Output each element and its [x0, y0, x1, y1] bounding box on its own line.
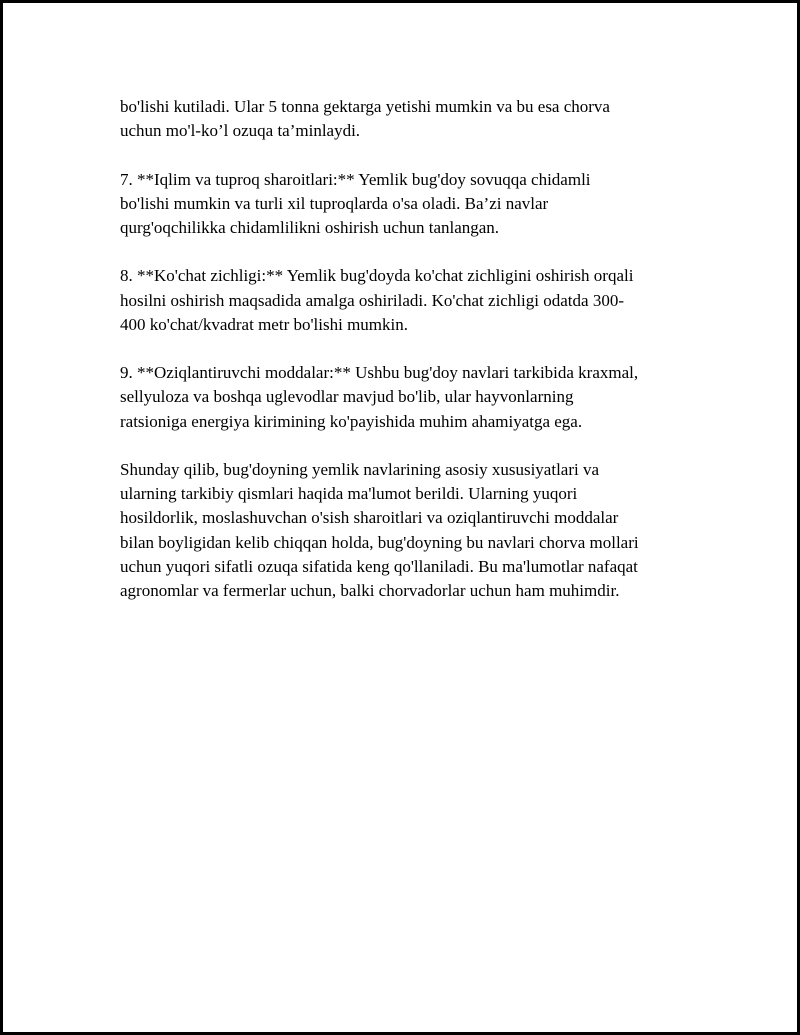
paragraph-nutrients: [120, 361, 686, 434]
text-line: 9. **Oziqlantiruvchi moddalar:** Ushbu bug'doy navlari tarkibida kraxmal,: [120, 363, 639, 383]
text-line: sellyuloza va boshqa uglevodlar mavjud bo'lib, ular hayvonlarning: [120, 387, 574, 407]
text-line: bo'lishi mumkin va turli xil tuproqlarda o'sa oladi. Ba’zi navlar: [120, 193, 549, 213]
text-line: agronomlar va fermerlar uchun, balki chorvadorlar uchun ham muhimdir.: [120, 581, 620, 600]
paragraph-conclusion: [120, 458, 686, 603]
text-line: hosilni oshirish maqsadida amalga oshiriladi. Ko'chat zichligi odatda 300-: [120, 290, 624, 310]
text-line: 400 ko'chat/kvadrat metr bo'lishi mumkin.: [120, 314, 408, 334]
text-line: Shunday qilib, bug'doyning yemlik navlarining asosiy xususiyatlari va: [120, 459, 600, 479]
paragraph-continuation: [120, 95, 686, 143]
text-line: qurg'oqchilikka chidamlilikni oshirish uchun tanlangan.: [120, 218, 500, 237]
text-line: ratsioniga energiya kirimining ko'payishida muhim ahamiyatga ega.: [120, 411, 583, 431]
document-body: [120, 95, 686, 627]
text-line: 7. **Iqlim va tuproq sharoitlari:** Yemlik bug'doy sovuqqa chidamli: [120, 169, 591, 189]
text-line: uchun yuqori sifatli ozuqa sifatida keng qo'llaniladi. Bu ma'lumotlar nafaqat: [120, 556, 638, 576]
text-line: bo'lishi kutiladi. Ular 5 tonna gektarga yetishi mumkin va bu esa chorva: [120, 97, 610, 116]
text-line: 8. **Ko'chat zichligi:** Yemlik bug'doyda ko'chat zichligini oshirish orqali: [120, 266, 634, 286]
text-line: bilan boyligidan kelib chiqqan holda, bug'doyning bu navlari chorva mollari: [120, 532, 639, 552]
paragraph-seedling-density: [120, 264, 686, 337]
text-line: uchun mo'l-ko’l ozuqa ta’minlaydi.: [120, 121, 361, 141]
text-line: hosildorlik, moslashuvchan o'sish sharoitlari va oziqlantiruvchi moddalar: [120, 508, 619, 528]
paragraph-climate-soil: [120, 168, 686, 241]
text-line: ularning tarkibiy qismlari haqida ma'lumot berildi. Ularning yuqori: [120, 484, 578, 504]
